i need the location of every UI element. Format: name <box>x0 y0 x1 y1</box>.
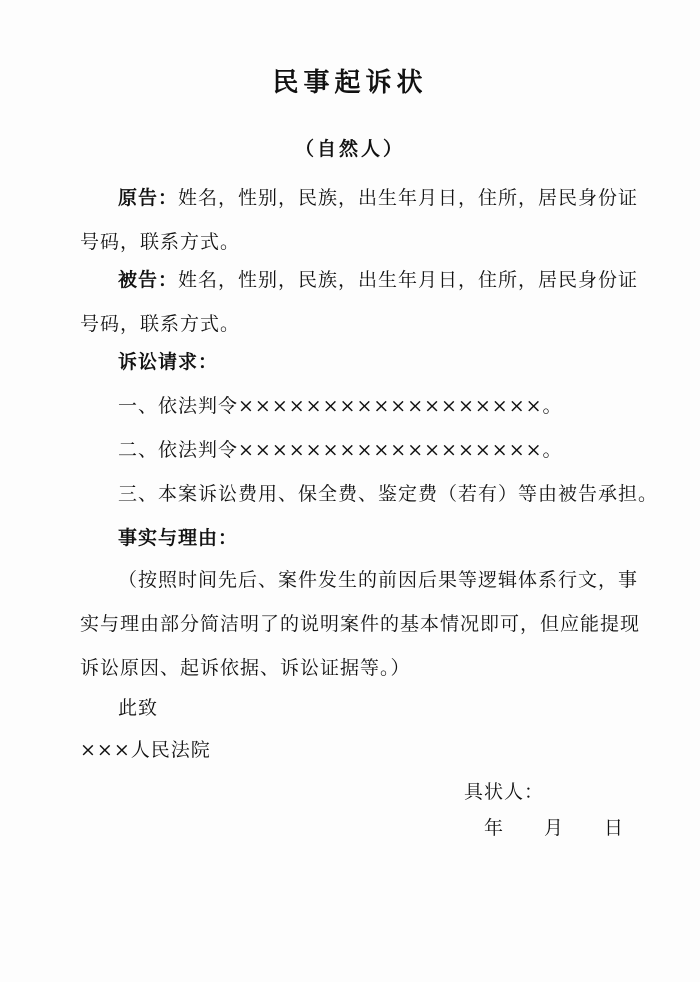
claim-item-1: 一、依法判令××××××××××××××××××。 <box>118 395 563 417</box>
claim-item-3: 三、本案诉讼费用、保全费、鉴定费（若有）等由被告承担。 <box>118 483 659 505</box>
closing-text: 此致 <box>118 697 159 719</box>
defendant-paragraph <box>80 258 650 346</box>
date-line: 年 月 日 <box>484 817 625 839</box>
plaintiff-paragraph <box>80 176 650 264</box>
claims-heading: 诉讼请求： <box>118 351 219 373</box>
document-subtitle: （自然人） <box>294 138 405 160</box>
court-name: ×××人民法院 <box>80 739 211 761</box>
defendant-label: 被告： <box>118 269 179 291</box>
plaintiff-label: 原告： <box>118 187 179 209</box>
plaintiff-text: 姓名，性别，民族，出生年月日，住所，居民身份证号码，联系方式。 <box>80 187 639 253</box>
facts-paragraph: （按照时间先后、案件发生的前因后果等逻辑体系行文，事实与理由部分简洁明了的说明案件的基本情况即可，但应能提现诉讼原因、起诉依据、诉讼证据等。） <box>80 569 641 679</box>
facts-heading: 事实与理由： <box>118 527 239 549</box>
signer-label: 具状人： <box>464 781 545 803</box>
defendant-text: 姓名，性别，民族，出生年月日，住所，居民身份证号码，联系方式。 <box>80 269 639 335</box>
claim-item-2: 二、依法判令××××××××××××××××××。 <box>118 439 563 461</box>
document-title: 民事起诉状 <box>272 68 428 98</box>
